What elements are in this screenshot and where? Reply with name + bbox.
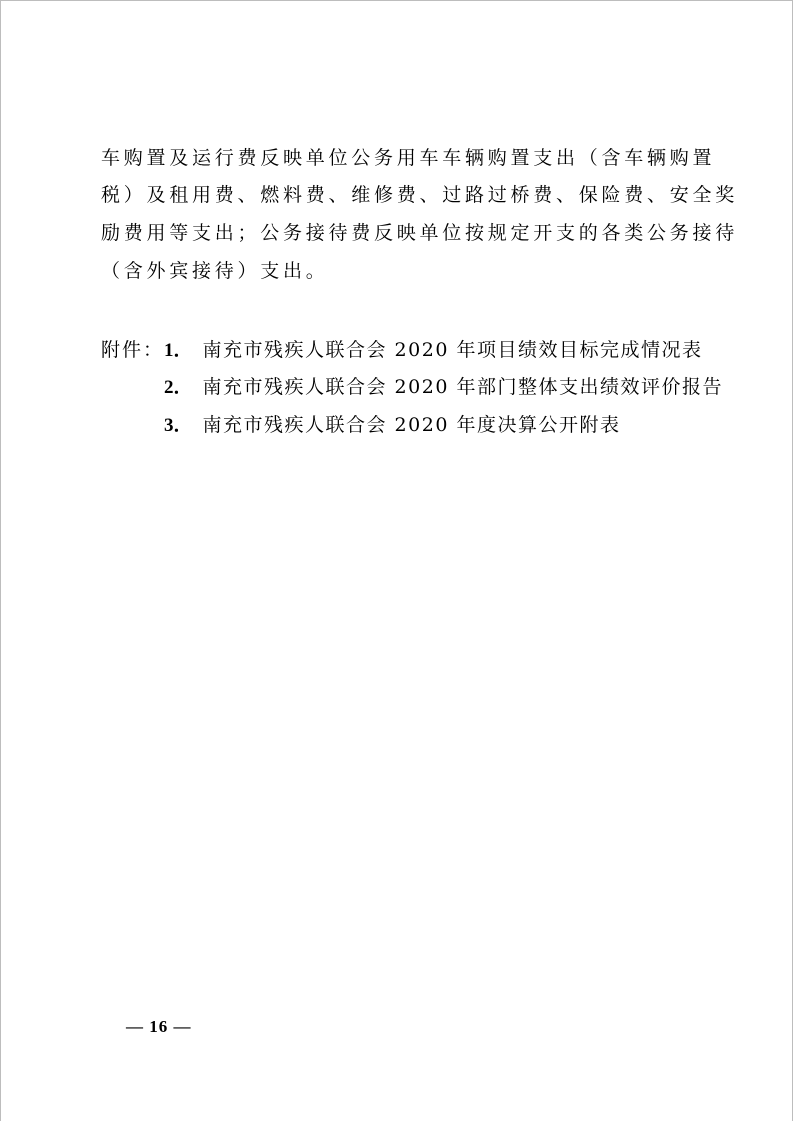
paragraph-line: 励费用等支出；公务接待费反映单位按规定开支的各类公务接待 bbox=[101, 222, 739, 244]
paragraph-line: 车购置及运行费反映单位公务用车车辆购置支出（含车辆购置 bbox=[101, 147, 716, 169]
attachments-label: 附件： bbox=[101, 339, 165, 361]
attachment-number: 2． bbox=[164, 377, 193, 398]
attachment-number: 1． bbox=[164, 340, 193, 361]
page-number: — 16 — bbox=[126, 1017, 192, 1036]
attachment-title: 南充市残疾人联合会 2020 年项目绩效目标完成情况表 bbox=[202, 339, 703, 361]
attachment-item bbox=[164, 375, 723, 400]
paragraph-line: （含外宾接待）支出。 bbox=[101, 260, 329, 282]
attachment-title: 南充市残疾人联合会 2020 年部门整体支出绩效评价报告 bbox=[202, 376, 723, 398]
attachment-item bbox=[164, 413, 620, 438]
attachment-item bbox=[164, 338, 702, 363]
paragraph-line: 税）及租用费、燃料费、维修费、过路过桥费、保险费、安全奖 bbox=[101, 184, 739, 206]
attachment-title: 南充市残疾人联合会 2020 年度决算公开附表 bbox=[202, 414, 621, 436]
attachment-number: 3． bbox=[164, 415, 193, 436]
